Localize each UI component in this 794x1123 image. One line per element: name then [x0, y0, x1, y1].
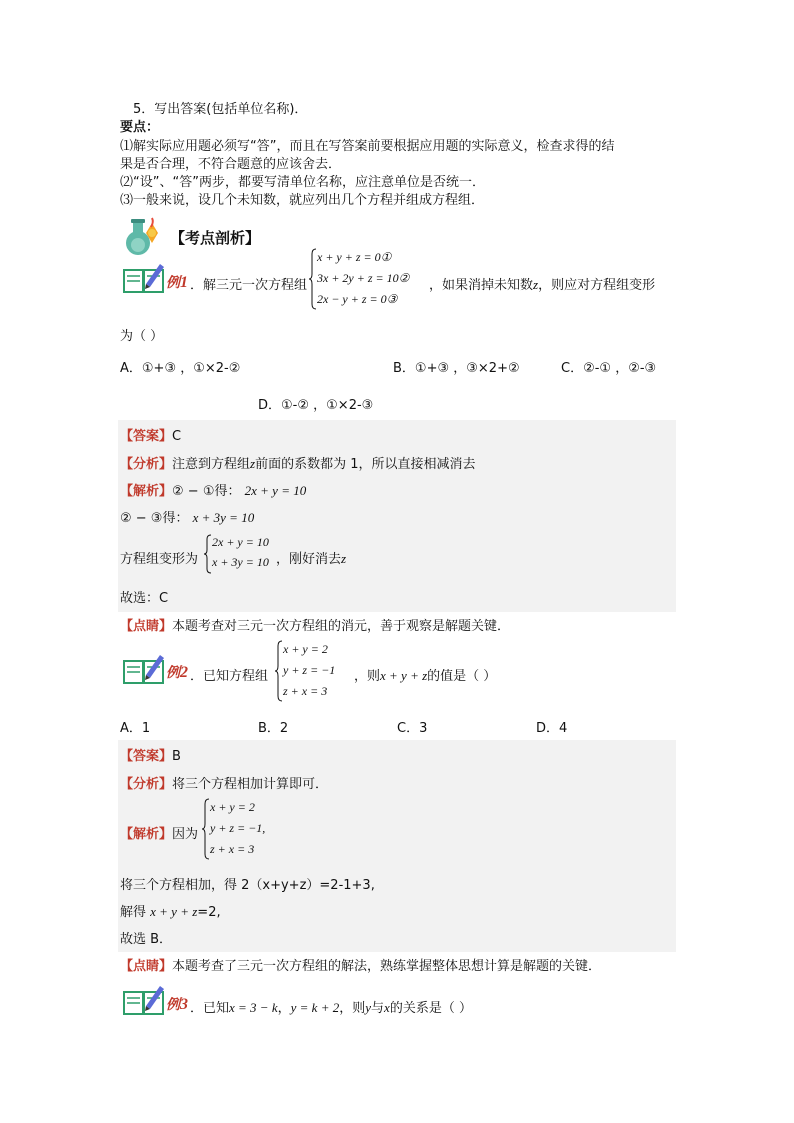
ex2-question-pre: ．已知方程组 [190, 669, 269, 684]
ex2-solution-eq-3: z + x = 3 [210, 842, 255, 856]
ex1-question-line2: 为（ ） [120, 329, 164, 344]
example-2-label: 例2 [166, 664, 188, 681]
key-point-1b: 果是否合理，不符合题意的应该舍去． [120, 157, 342, 172]
ex1-option-d: D．①-② ，①×2-③ [258, 398, 374, 413]
ex1-option-b: B．①+③ ，③×2+② [393, 361, 520, 376]
ex1-solution-line1: 【解析】② − ①得： 2x + y = 10 [120, 483, 307, 499]
ex1-answer: 【答案】C [120, 429, 182, 444]
example-3-label: 例3 [166, 996, 188, 1013]
ex1-solution-eq-2: x + 3y = 10 [212, 555, 269, 569]
ex2-option-c: C．3 [397, 721, 428, 736]
ex2-solution-pre: 【解析】因为 [120, 827, 199, 842]
ex2-system [275, 640, 365, 702]
ex2-option-a: A．1 [120, 721, 151, 736]
ex2-eq-2: y + z = −1 [283, 663, 336, 677]
ex1-solution-eq-1: 2x + y = 10 [212, 535, 269, 549]
ex1-eq-1: x + y + z = 0① [317, 250, 392, 264]
key-point-2: ⑵“设”、“答”两步，都要写清单位名称，应注意单位是否统一． [120, 175, 485, 190]
flask-icon [122, 215, 168, 257]
ex3-question: ．已知x = 3 − k，y = k + 2，则y与x的关系是（ ） [190, 1000, 472, 1016]
example-book-icon [122, 262, 166, 296]
ex2-solution-line2: 将三个方程相加，得 2（x+y+z）=2-1+3, [120, 878, 375, 893]
ex1-comment: 【点睛】本题考查对三元一次方程组的消元，善于观察是解题关键． [120, 619, 511, 634]
ex2-solution-line3: 解得 x + y + z=2, [120, 904, 221, 920]
ex1-solution-line3-pre: 方程组变形为 [120, 552, 199, 567]
ex2-eq-1: x + y = 2 [283, 642, 328, 656]
ex2-solution-choice: 故选 B． [120, 932, 173, 947]
section-title: 【考点剖析】 [170, 229, 261, 247]
ex2-question-post: ，则x + y + z的值是（ ） [354, 668, 497, 684]
key-point-1a: ⑴解实际应用题必须写“答”，而且在写答案前要根据应用题的实际意义，检查求得的结 [120, 139, 615, 154]
ex2-answer: 【答案】B [120, 749, 181, 764]
key-points-title: 要点： [120, 120, 160, 135]
ex1-solution-line3-post: ，刚好消去z [276, 551, 347, 567]
ex2-option-b: B．2 [258, 721, 289, 736]
ex1-eq-3: 2x − y + z = 0③ [317, 292, 398, 306]
ex1-option-a: A．①+③ ，①×2-② [120, 361, 241, 376]
ex1-solution-system [204, 534, 284, 574]
ex1-solution-choice: 故选：C [120, 591, 169, 606]
ex1-system [309, 248, 429, 310]
example-book-icon [122, 653, 166, 687]
ex1-question-pre: ．解三元一次方程组 [190, 278, 308, 293]
ex2-option-d: D．4 [536, 721, 568, 736]
ex1-solution-line2: ② − ③得： x + 3y = 10 [120, 510, 255, 526]
ex1-eq-2: 3x + 2y + z = 10② [317, 271, 410, 285]
example-1-label: 例1 [166, 274, 188, 291]
ex2-solution-system [202, 798, 292, 860]
ex2-solution-eq-2: y + z = −1, [210, 821, 266, 835]
ex2-comment: 【点睛】本题考查了三元一次方程组的解法，熟练掌握整体思想计算是解题的关键． [120, 959, 602, 974]
ex2-analysis: 【分析】将三个方程相加计算即可． [120, 777, 329, 792]
ex1-question-post: ，如果消掉未知数z，则应对方程组变形 [429, 277, 656, 293]
ex2-eq-3: z + x = 3 [283, 684, 328, 698]
key-point-3: ⑶一般来说，设几个未知数，就应列出几个方程并组成方程组． [120, 193, 485, 208]
ex1-analysis: 【分析】注意到方程组z前面的系数都为 1，所以直接相减消去 [120, 456, 476, 472]
ex2-solution-eq-1: x + y = 2 [210, 800, 255, 814]
ex1-option-c: C．②-① ，②-③ [561, 361, 657, 376]
example-book-icon [122, 984, 166, 1018]
step-5: 5．写出答案(包括单位名称)． [133, 102, 308, 117]
